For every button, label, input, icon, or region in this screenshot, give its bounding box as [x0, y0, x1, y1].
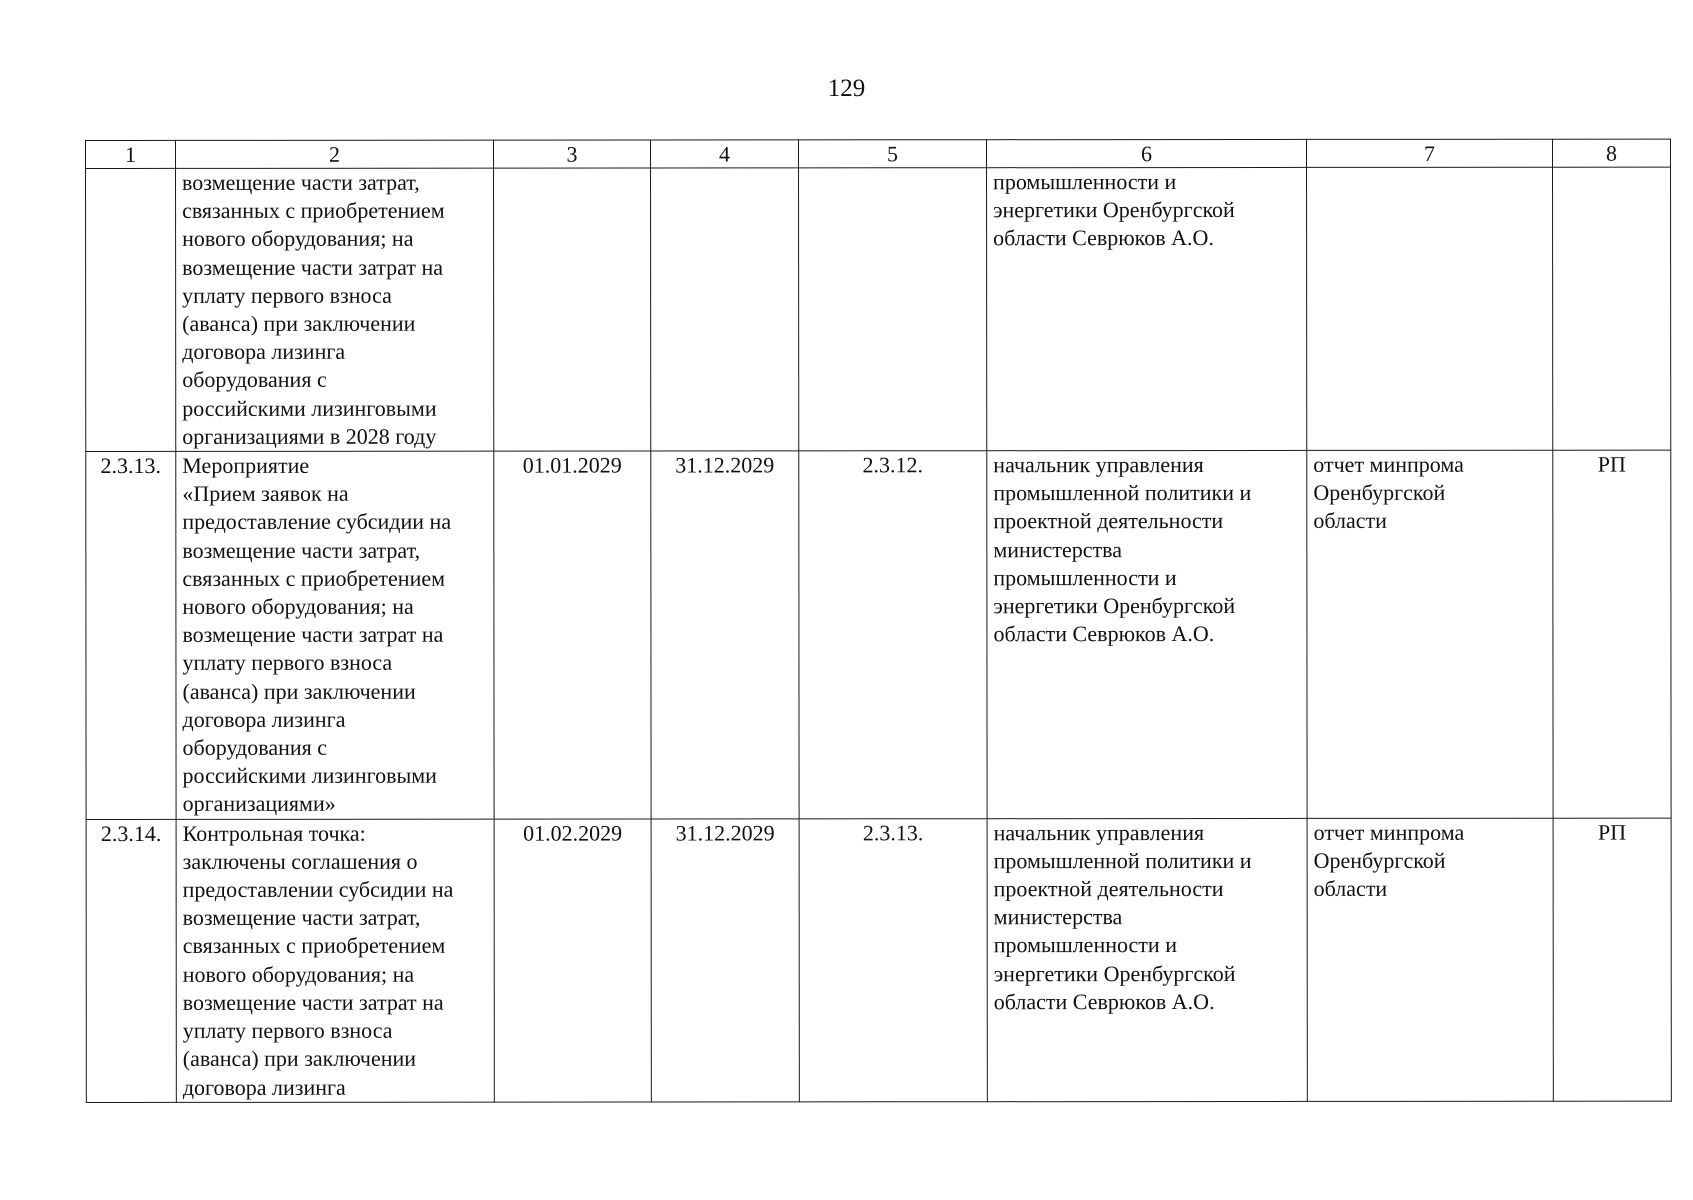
row-number-cell	[86, 819, 176, 1102]
column-header-3: 3	[494, 140, 651, 168]
level-cell	[1553, 818, 1671, 1101]
table-row	[86, 450, 1671, 819]
column-header-2: 2	[176, 140, 494, 168]
level-cell	[1553, 450, 1671, 818]
column-header-5: 5	[799, 140, 987, 168]
row-description: Мероприятие «Прием заявок на предоставление субсидии на возмещение части затрат, связанных с приобретением нового оборудования; на возмещение части затрат на уплату первого взноса (аванса) при заключении договора лизинга оборудования с российскими лизинговыми организациями»	[182, 452, 452, 817]
row-number-cell	[86, 168, 176, 451]
column-header-1: 1	[86, 140, 176, 168]
row-description: Контрольная точка: заключены соглашения о предоставлении субсидии на возмещение части затрат, связанных с приобретением нового оборудования; на возмещение части затрат на уплату первого взноса (аванса) при заключении договора лизинга	[182, 820, 454, 1100]
predecessor-cell	[799, 818, 987, 1101]
column-header-6: 6	[987, 139, 1307, 167]
table-row	[86, 818, 1671, 1102]
column-header-7: 7	[1307, 139, 1553, 167]
end-date-cell	[651, 168, 799, 451]
header-row	[86, 139, 1671, 168]
predecessor-cell	[799, 168, 987, 451]
level-code: РП	[1597, 451, 1626, 477]
start-date-cell	[494, 168, 651, 451]
responsible-cell	[987, 450, 1307, 818]
report-type: отчет минпрома Оренбургской области	[1313, 451, 1464, 534]
row-description: возмещение части затрат, связанных с приобретением нового оборудования; на возмещение части затрат на уплату первого взноса (аванса) при заключении договора лизинга оборудования с российскими лизинговыми организациями в 2028 году	[182, 169, 445, 449]
start-date: 01.02.2029	[523, 820, 623, 846]
row-number: 2.3.13.	[100, 452, 162, 479]
predecessor: 2.3.12.	[862, 452, 924, 478]
start-date-cell	[494, 451, 651, 819]
report-type: отчет минпрома Оренбургской области	[1313, 819, 1465, 902]
predecessor-cell	[799, 451, 987, 819]
predecessor: 2.3.13.	[862, 819, 924, 845]
responsible-person: промышленности и энергетики Оренбургской области Севрюков А.О.	[993, 169, 1235, 251]
column-header-4: 4	[651, 140, 799, 168]
responsible-cell	[987, 167, 1307, 450]
level-code: РП	[1598, 819, 1627, 845]
table-row	[86, 167, 1671, 451]
responsible-person: начальник управления промышленной политики и проектной деятельности министерства промышленности и энергетики Оренбургской области Севрюков А.О.	[993, 452, 1252, 647]
description-cell	[176, 819, 494, 1102]
report-cell	[1307, 450, 1553, 818]
description-cell	[176, 168, 494, 451]
report-cell	[1307, 818, 1553, 1101]
end-date-cell	[651, 819, 799, 1102]
responsible-cell	[987, 818, 1307, 1101]
column-header-8: 8	[1552, 139, 1670, 167]
page-number: 129	[827, 75, 866, 102]
report-cell	[1307, 167, 1553, 450]
start-date-cell	[494, 819, 651, 1102]
end-date-cell	[651, 451, 799, 819]
row-number: 2.3.14.	[100, 820, 162, 846]
end-date: 31.12.2029	[675, 820, 775, 846]
schedule-table	[85, 139, 1672, 1103]
responsible-person: начальник управления промышленной политики и проектной деятельности министерства промышленности и энергетики Оренбургской области Севрюков А.О.	[993, 819, 1252, 1015]
start-date: 01.01.2029	[522, 452, 622, 478]
row-number-cell	[86, 451, 176, 819]
level-cell	[1553, 167, 1671, 450]
description-cell	[176, 451, 494, 819]
end-date: 31.12.2029	[675, 452, 775, 478]
